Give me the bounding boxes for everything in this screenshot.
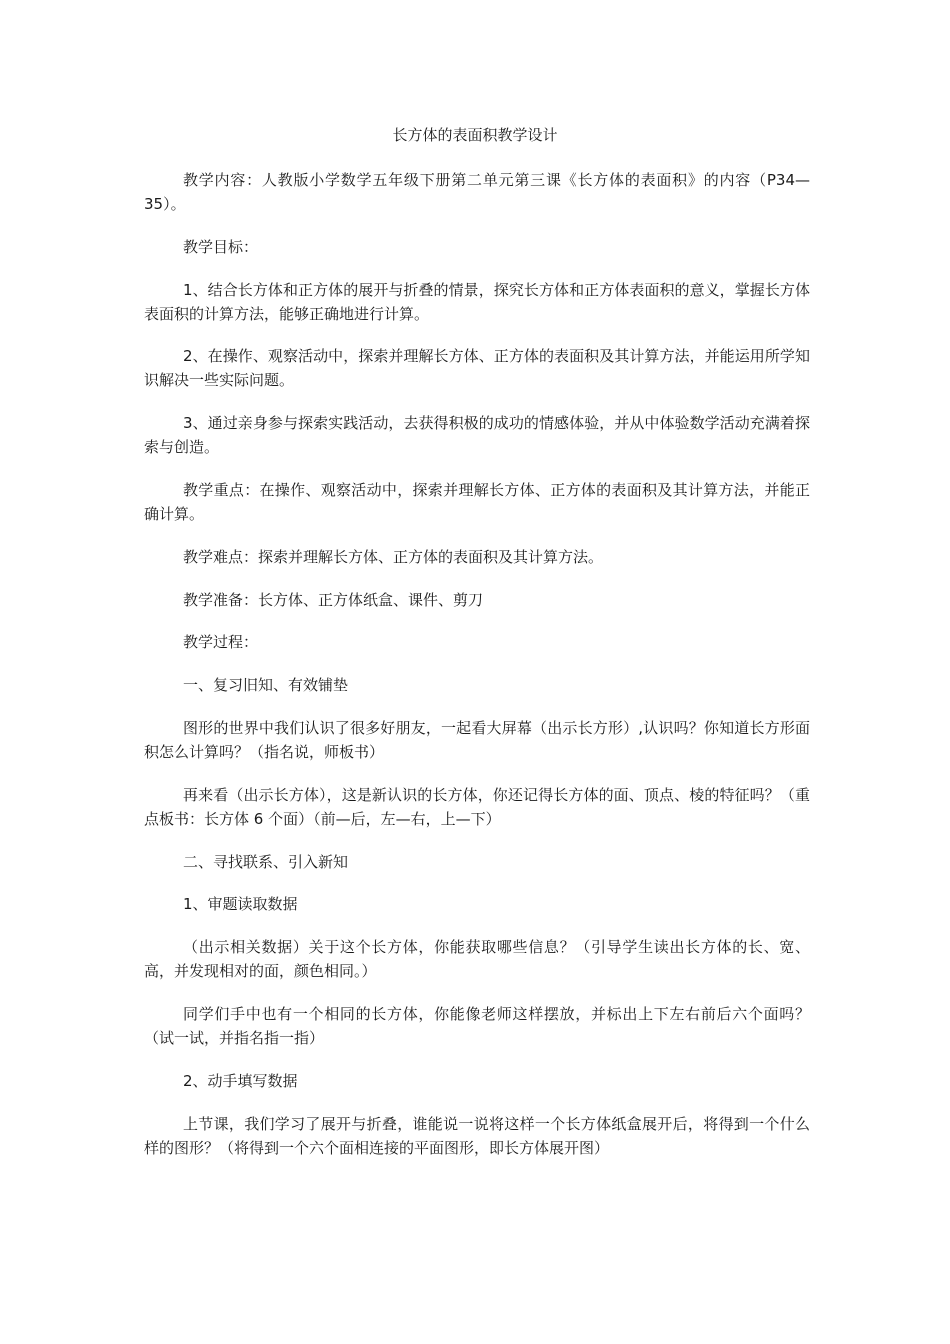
paragraph-section-1-heading: 一、复习旧知、有效铺垫 (183, 676, 349, 695)
paragraph-review-cuboid: 再来看（出示长方体），这是新认识的长方体，你还记得长方体的面、顶点、棱的特征吗？（重点板书：长方体 6 个面）（前—后，左—右，上—下） (144, 785, 810, 828)
paragraph-step-2-unfold: 上节课，我们学习了展开与折叠，谁能说一说将这样一个长方体纸盒展开后，将得到一个什么样的图形？（将得到一个六个面相连接的平面图形，即长方体展开图） (144, 1114, 810, 1157)
paragraph-teaching-goals-heading: 教学目标： (183, 237, 259, 256)
paragraph-review-rectangle: 图形的世界中我们认识了很多好朋友，一起看大屏幕（出示长方形）,认识吗？你知道长方形面积怎么计算吗？（指名说，师板书） (144, 718, 810, 761)
paragraph-goal-2: 2、在操作、观察活动中，探索并理解长方体、正方体的表面积及其计算方法，并能运用所学知识解决一些实际问题。 (144, 347, 810, 390)
paragraph-goal-1: 1、结合长方体和正方体的展开与折叠的情景，探究长方体和正方体表面积的意义，掌握长方体表面积的计算方法，能够正确地进行计算。 (144, 280, 810, 323)
document-title: 长方体的表面积教学设计 (392, 126, 558, 144)
paragraph-preparation: 教学准备：长方体、正方体纸盒、课件、剪刀 (183, 590, 484, 609)
document-body (144, 168, 810, 1178)
paragraph-key-points: 教学重点：在操作、观察活动中，探索并理解长方体、正方体的表面积及其计算方法，并能正确计算。 (144, 480, 810, 523)
paragraph-step-1-data: （出示相关数据）关于这个长方体，你能获取哪些信息？（引导学生读出长方体的长、宽、高，并发现相对的面，颜色相同。） (144, 938, 810, 981)
paragraph-step-1-faces: 同学们手中也有一个相同的长方体，你能像老师这样摆放，并标出上下左右前后六个面吗？（试一试，并指名指一指） (144, 1004, 810, 1047)
paragraph-step-1-heading: 1、审题读取数据 (183, 895, 298, 914)
paragraph-difficult-points: 教学难点：探索并理解长方体、正方体的表面积及其计算方法。 (183, 547, 604, 566)
paragraph-section-2-heading: 二、寻找联系、引入新知 (183, 852, 349, 871)
paragraph-goal-3: 3、通过亲身参与探索实践活动，去获得积极的成功的情感体验，并从中体验数学活动充满着探索与创造。 (144, 414, 810, 457)
paragraph-teaching-content: 教学内容：人教版小学数学五年级下册第二单元第三课《长方体的表面积》的内容（P34—35）。 (144, 171, 810, 213)
paragraph-step-2-heading: 2、动手填写数据 (183, 1071, 298, 1090)
paragraph-process-heading: 教学过程： (183, 633, 259, 652)
